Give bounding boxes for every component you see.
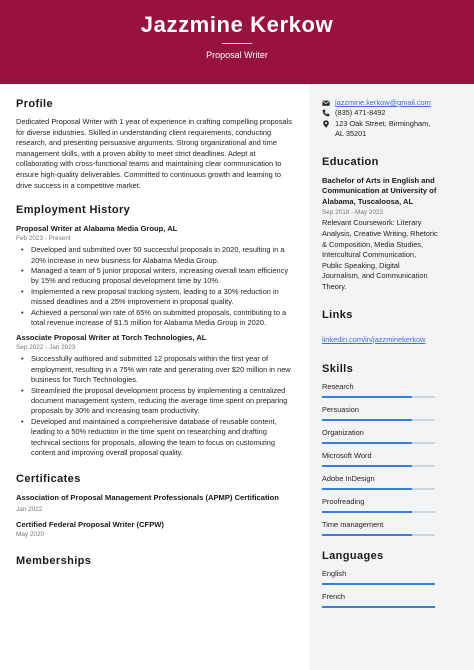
skill-level-track [322,534,435,536]
candidate-name: Jazzmine Kerkow [140,12,334,37]
skill-level-track [322,419,435,421]
skill-label: French [322,591,346,601]
education-degree: Bachelor of Arts in English and Communication at University of Alabama, Tuscaloosa, AL [322,175,437,206]
skill-level-track [322,583,435,585]
languages-heading: Languages [322,549,384,562]
job-bullet: • Achieved a personal win rate of 65% on submitted proposals, contributing to a total revenue increase of $1.5 million for Alabama Media Group in 2020. [16,308,293,329]
job-entry-title: Proposal Writer at Alabama Media Group, AL [16,224,178,234]
skill-label: Persuasion [322,404,359,414]
main-column [16,98,293,567]
job-bullet: • Successfully authored and submitted 12 proposals within the first year of employment, resulting in a 75% win rate and generating over $20 million in new business for Torch Technologies. [16,354,293,385]
skills-section [322,363,438,536]
skill-item [322,569,438,585]
contact-phone-row [322,108,438,118]
employment-section [16,204,293,458]
skill-label: Time management [322,519,384,529]
memberships-heading: Memberships [16,555,92,568]
skill-level-fill [322,396,412,398]
resume-header [0,0,474,84]
contact-address-text: 123 Oak Street, Birmingham, AL 35201 [335,118,431,139]
links-heading: Links [322,308,353,321]
skill-level-fill [322,583,435,585]
skill-label: Proofreading [322,496,365,506]
contact-block [322,98,438,140]
header-divider [222,43,252,44]
skill-level-fill [322,465,412,467]
languages-list [322,569,438,608]
links-section [322,309,438,347]
skill-level-track [322,488,435,490]
certificate-title: Certified Federal Proposal Writer (CFPW) [16,520,164,530]
job-title: Proposal Writer [206,50,268,60]
education-date: Sep 2018 - May 2022 [322,209,384,217]
job-bullet: • Streamlined the proposal development process by implementing a centralized document management system, reducing the average time spent on preparing proposals by 30% and increasing team productivity. [16,386,293,417]
profile-text: Dedicated Proposal Writer with 1 year of experience in crafting compelling proposals for diverse industries. Skilled in understanding client requirements, conducting research, and presenting persuasive arguments. Strong organizational and time management skills, with a proven ability to meet strict deadlines. Adept at collaborating with cross-functional teams and maintaining clear communication to ensure high-quality deliverables. Committed to continuous growth and learning to drive success in a competitive market. [16,117,292,190]
certificate-entry [16,520,293,538]
languages-section [322,550,438,608]
job-entry-date: Feb 2023 - Present [16,235,71,243]
job-entry [16,333,293,458]
contact-phone-text: (835) 471-8492 [335,108,386,118]
job-entry-title: Associate Proposal Writer at Torch Technologies, AL [16,333,207,343]
skills-heading: Skills [322,362,354,375]
skill-level-fill [322,442,412,444]
skill-item [322,382,438,398]
contact-email-row [322,98,438,108]
skills-list [322,382,438,536]
education-heading: Education [322,155,379,168]
skill-label: English [322,568,347,578]
profile-heading: Profile [16,98,54,110]
map-pin-icon [322,120,330,128]
skill-label: Research [322,381,354,391]
job-entry [16,224,293,328]
skill-level-track [322,465,435,467]
certificate-entry [16,493,293,513]
education-section [322,156,438,293]
job-entry-bullets [16,354,293,458]
certificates-heading: Certificates [16,473,81,486]
skill-item [322,592,438,608]
skill-item [322,497,438,513]
skill-label: Microsoft Word [322,450,372,460]
certificate-title: Association of Proposal Management Professionals (APMP) Certification [16,493,279,503]
links-list [322,329,438,347]
skill-item [322,520,438,536]
skill-level-fill [322,488,412,490]
skill-level-track [322,396,435,398]
certificate-date: Jan 2022 [16,506,43,514]
linkedin-link[interactable]: linkedin.com/in/jazzminekerkow [322,334,426,344]
education-coursework: Relevant Coursework: Literary Analysis, Creative Writing, Rhetoric & Composition, Media Studies, Intercultural Communication, Public Speaking, Digital Journalism, and Communication Theory. [322,218,438,291]
certificate-date: May 2020 [16,531,45,539]
job-entry-bullets [16,245,293,328]
skill-level-track [322,606,435,608]
certificates-section [16,473,293,538]
skill-level-fill [322,606,435,608]
job-bullet: • Developed and maintained a comprehensive database of reusable content, leading to a 50% reduction in the time spent on researching and drafting technical sections for proposals, allowing the team to focus on customizing content and improving overall proposal quality. [16,417,293,459]
skill-label: Adobe InDesign [322,473,375,483]
employment-heading: Employment History [16,204,131,217]
job-bullet: • Managed a team of 5 junior proposal writers, increasing overall team efficiency by 15% and reducing proposal development time by 10%. [16,266,293,287]
contact-email-link[interactable]: jazzmine.kerkow@gmail.com [335,98,431,107]
skill-item [322,451,438,467]
skill-level-fill [322,511,412,513]
skill-item [322,428,438,444]
memberships-section [16,555,293,567]
skill-level-track [322,442,435,444]
phone-icon [322,109,330,117]
skill-level-track [322,511,435,513]
contact-address-row [322,119,438,140]
job-bullet: • Developed and submitted over 50 successful proposals in 2020, resulting in a 20% increase in new business for Alabama Media Group. [16,245,293,266]
sidebar-column [322,98,438,615]
envelope-icon [322,99,330,107]
skill-item [322,474,438,490]
job-entry-date: Sep 2022 - Jan 2023 [16,344,76,352]
job-bullet: • Implemented a new proposal tracking system, leading to a 30% reduction in missed deadlines and a 25% improvement in proposal quality. [16,287,293,308]
skill-item [322,405,438,421]
skill-level-fill [322,534,412,536]
skill-level-fill [322,419,412,421]
profile-section [16,98,293,191]
skill-label: Organization [322,427,364,437]
